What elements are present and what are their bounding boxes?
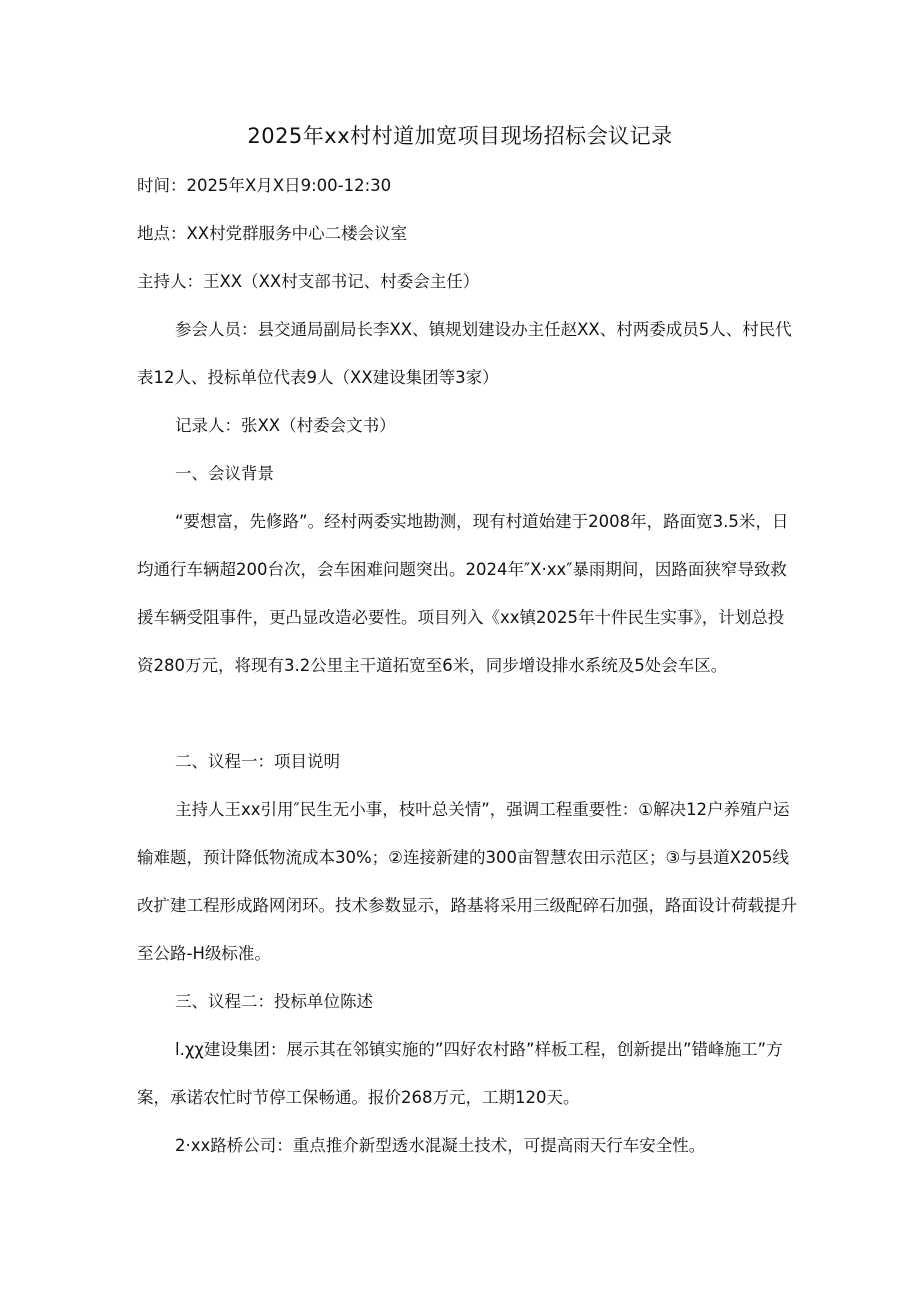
meeting-attendees: 参会人员：县交通局副局长李XX、镇规划建设办主任赵XX、村两委成员5人、村民代表12人、投标单位代表9人（XX建设集团等3家） xyxy=(137,320,792,387)
meeting-recorder: 记录人：张XX（村委会文书） xyxy=(175,416,396,435)
bidder-statement-1: l.χχ建设集团：展示其在邻镇实施的”四好农村路”样板工程，创新提出”错峰施工”方案，承诺农忙时节停工保畅通。报价268万元，工期120天。 xyxy=(137,1040,783,1107)
bidder-statement-2: 2·xx路桥公司：重点推介新型透水混凝土技术，可提高雨天行车安全性。 xyxy=(175,1136,706,1155)
section-background-paragraph: “要想富，先修路”。经村两委实地勘测，现有村道始建于2008年，路面宽3.5米，日均通行车辆超200台次，会车困难问题突出。2024年″X·xx″暴雨期间，因路面狭窄导致救援车辆受阻事件，更凸显改造必要性。项目列入《xx镇2025年十件民生实事》，计划总投资280万元，将现有3.2公里主干道拓宽至6米，同步增设排水系统及5处会车区。 xyxy=(137,512,789,675)
section-heading-agenda-one: 二、议程一：项目说明 xyxy=(175,752,340,771)
meeting-time: 时间：2025年X月X日9:00-12:30 xyxy=(137,176,392,195)
meeting-place: 地点：XX村党群服务中心二楼会议室 xyxy=(137,224,408,243)
section-heading-agenda-two: 三、议程二：投标单位陈述 xyxy=(175,992,373,1011)
meeting-host: 主持人：王XX（XX村支部书记、村委会主任） xyxy=(137,272,480,291)
section-agenda-one-paragraph: 主持人王xx引用″民生无小事，枝叶总关情”，强调工程重要性：①解决12户养殖户运输难题，预计降低物流成本30%；②连接新建的300亩智慧农田示范区；③与县道X205线改扩建工程形成路网闭环。技术参数显示，路基将采用三级配碎石加强，路面设计荷载提升至公路-H级标准。 xyxy=(137,800,797,963)
section-heading-background: 一、会议背景 xyxy=(175,464,274,483)
document-title: 2025年xx村村道加宽项目现场招标会议记录 xyxy=(247,124,673,148)
